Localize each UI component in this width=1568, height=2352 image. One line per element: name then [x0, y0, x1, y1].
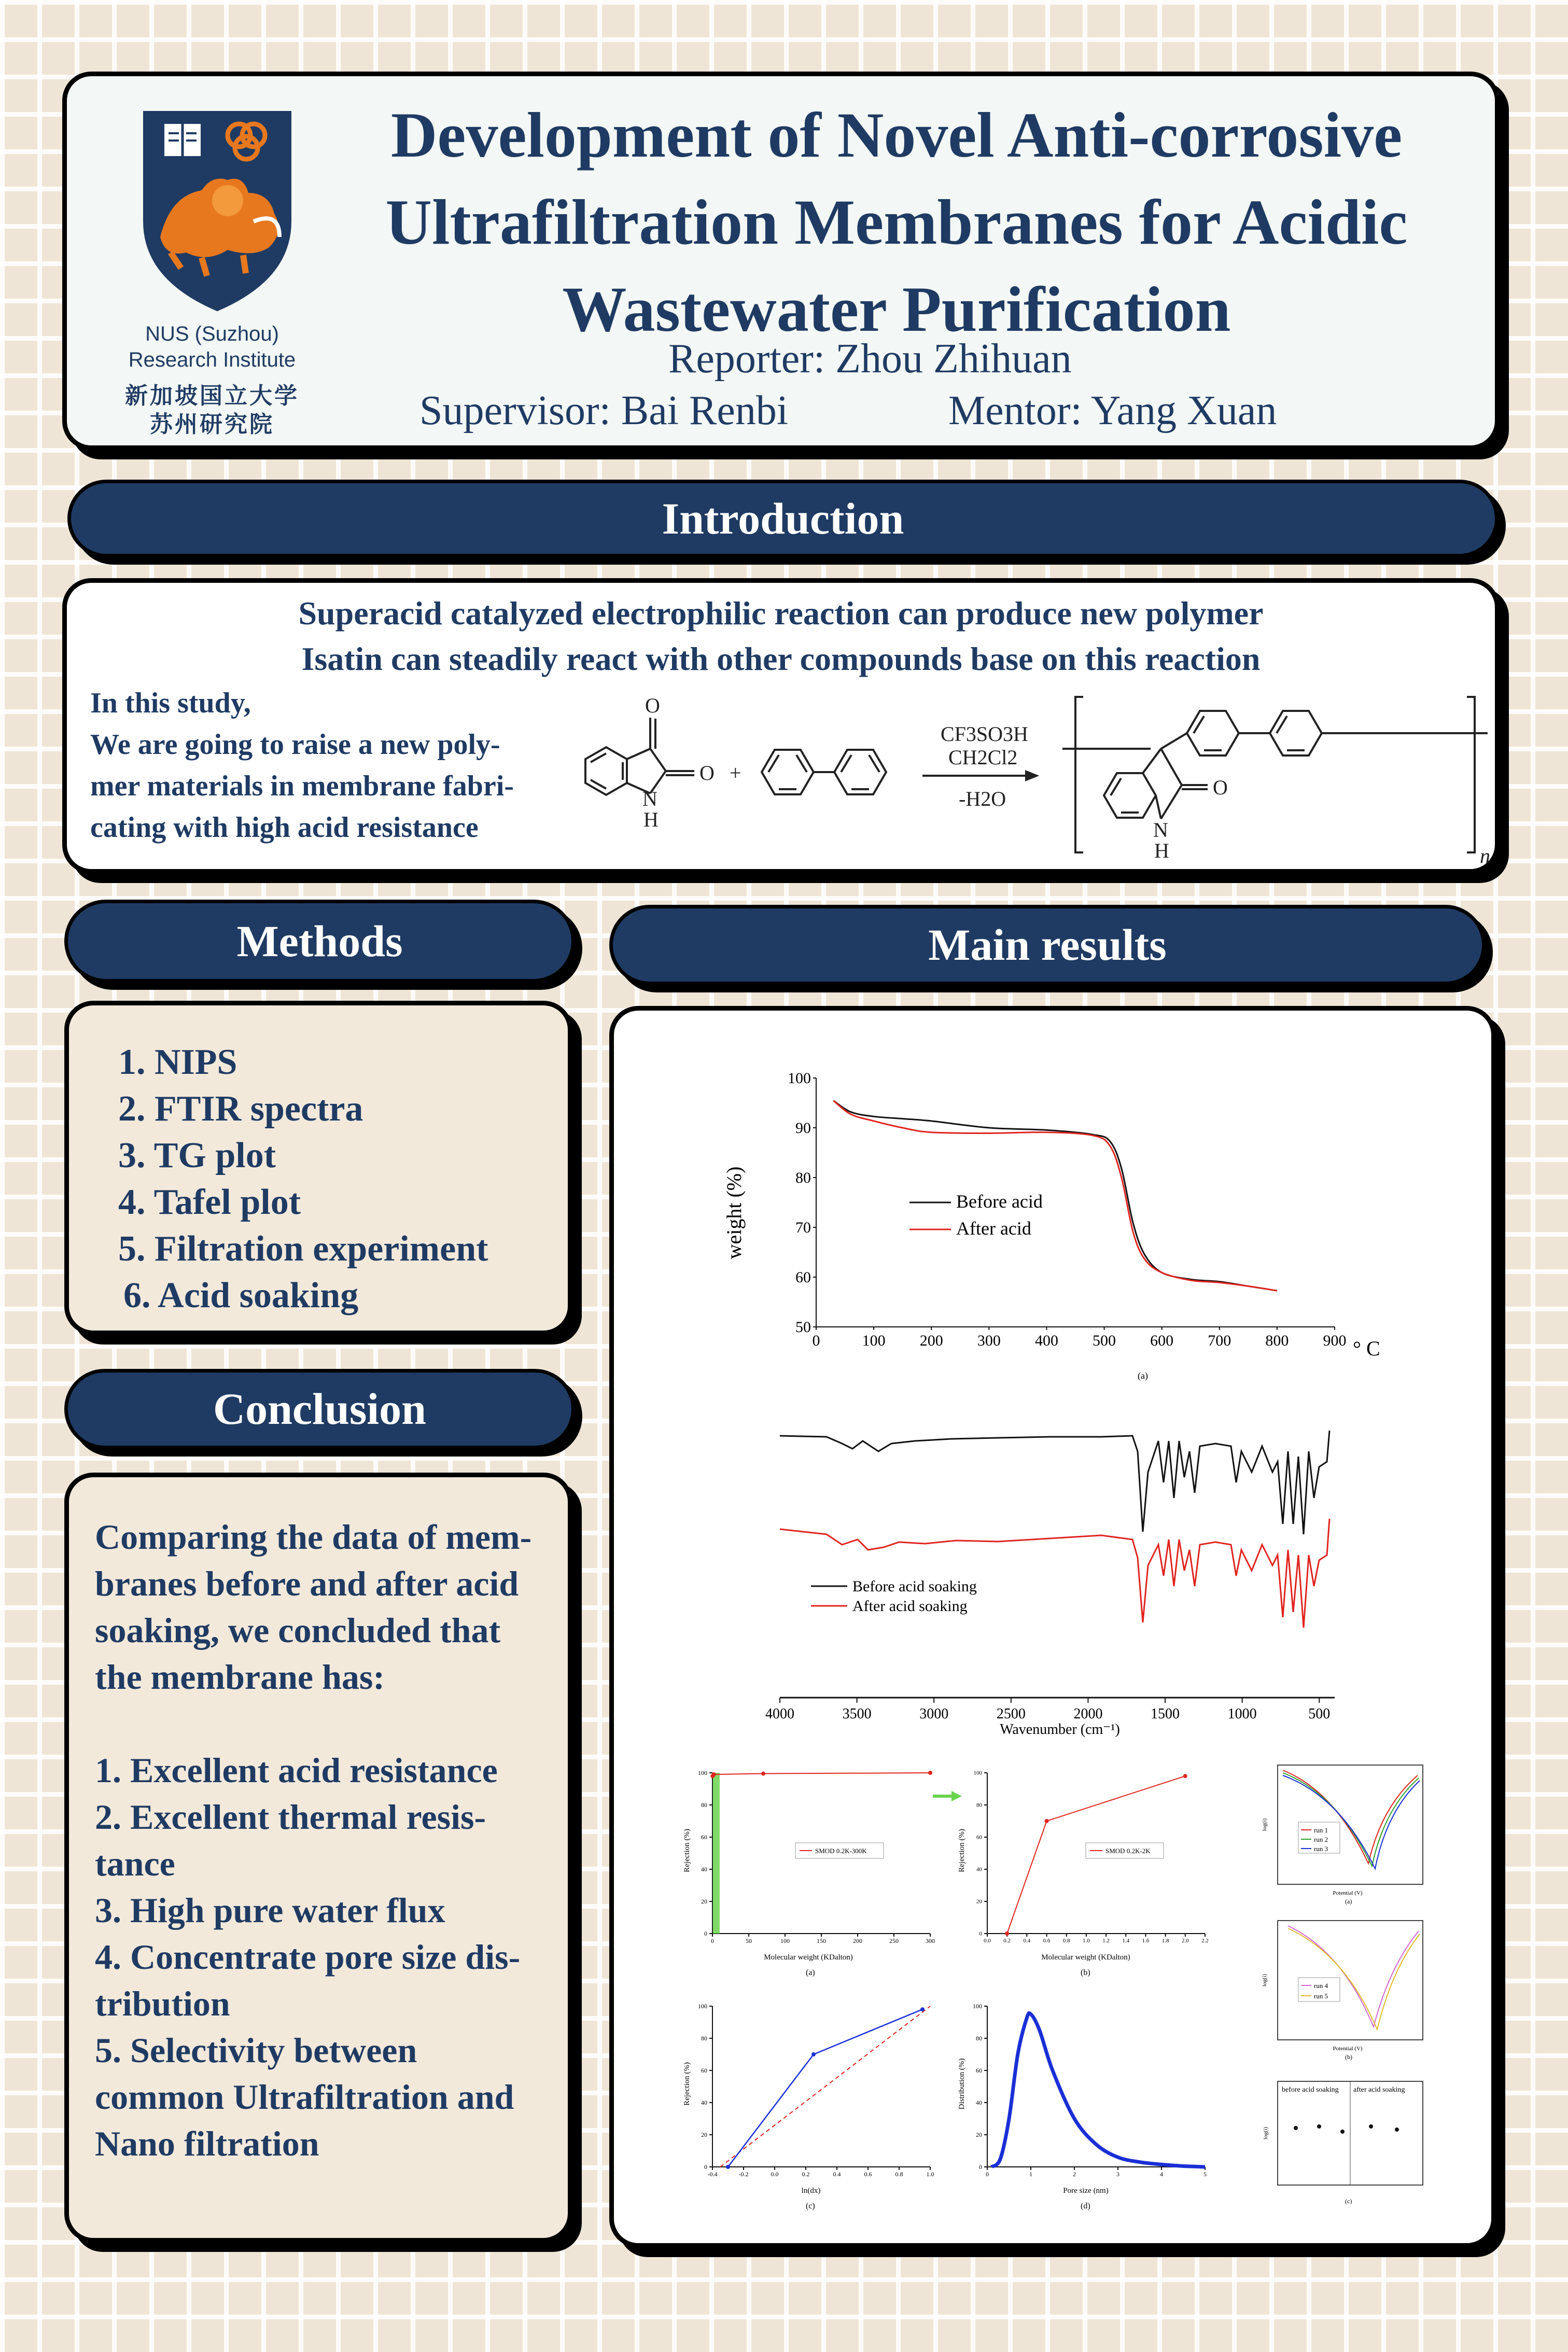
rej-b-panel: (b)	[1081, 1968, 1090, 1977]
results-heading	[609, 905, 1486, 985]
tg-x-tick-label: 200	[919, 1332, 943, 1349]
tafel-3-panel: (c)	[1345, 2197, 1352, 2205]
ln-x-tick-label: 0.2	[802, 2171, 810, 2178]
conclusion-item-line: 2. Excellent thermal resis-	[95, 1797, 486, 1837]
pore-ylabel: Distribution (%)	[958, 2058, 966, 2110]
ln-x-tick-label: 0.6	[864, 2171, 872, 2178]
rej-b-x-tick-label: 2.2	[1201, 1938, 1209, 1944]
rej-b-x-tick-label: 1.2	[1102, 1938, 1110, 1944]
ftir-before-line	[780, 1431, 1329, 1534]
rej-a-panel: (a)	[806, 1968, 815, 1977]
ln-y-tick-label: 0	[704, 2163, 707, 2171]
rej-b-x-tick-label: 1.6	[1142, 1938, 1150, 1944]
tg-after-line	[833, 1101, 1277, 1291]
method-item: 6. Acid soaking	[123, 1276, 359, 1315]
conclusion-intro-line: soaking, we concluded that	[95, 1611, 501, 1650]
pore-y-tick-label: 40	[976, 2099, 982, 2106]
ln-y-tick-label: 80	[701, 2035, 707, 2042]
tafel-run4-line	[1288, 1926, 1419, 2027]
pore-y-tick-label: 60	[976, 2067, 982, 2074]
pore-y-tick-label: 80	[976, 2035, 982, 2042]
conclusion-item-line: 3. High pure water flux	[95, 1891, 445, 1930]
reagent-top: CF3SO3H	[941, 722, 1028, 746]
header-card	[62, 72, 1500, 450]
conclusion-item-line: Nano filtration	[95, 2124, 319, 2163]
conclusion-item-line: 1. Excellent acid resistance	[95, 1751, 498, 1790]
pore-y-tick-label: 100	[973, 2003, 982, 2010]
logo-name-cn-2: 苏州研究院	[150, 412, 274, 437]
intro-line-1: Superacid catalyzed electrophilic reaction can produce new polymer	[298, 595, 1264, 632]
subscript-n: n	[1480, 844, 1490, 867]
ftir-legend-after: After acid soaking	[852, 1598, 968, 1615]
tg-y-tick-label: 70	[795, 1219, 811, 1236]
ftir-x-tick-label: 3500	[842, 1706, 872, 1722]
pore-panel: (d)	[1081, 2202, 1090, 2210]
ftir-x-tick-label: 500	[1308, 1706, 1331, 1722]
tafel-summary-point	[1294, 2126, 1298, 2130]
tg-panel-label: (a)	[1138, 1370, 1148, 1381]
conclusion-intro-line: Comparing the data of mem-	[95, 1517, 532, 1557]
tg-legend-before: Before acid	[956, 1191, 1043, 1212]
isatin-h: H	[643, 808, 659, 831]
rej-a-x-tick-label: 200	[853, 1937, 862, 1944]
ln-x-tick-label: 0.8	[895, 2171, 903, 2178]
conclusion-text	[95, 1514, 562, 2167]
tafel-plot-2	[1257, 1915, 1428, 2061]
tafel-1-panel: (a)	[1345, 1898, 1352, 1905]
ln-point	[920, 2007, 925, 2011]
conclusion-card	[64, 1473, 572, 2243]
tg-y-tick-label: 50	[795, 1319, 811, 1336]
ln-y-tick-label: 40	[701, 2099, 707, 2106]
pore-x-tick-label: 0	[986, 2171, 989, 2178]
tg-xlabel: ° C	[1353, 1337, 1380, 1360]
product-o: O	[1213, 776, 1228, 799]
tg-y-tick-label: 100	[788, 1070, 811, 1087]
rej-a-legend: SMOD 0.2K-300K	[815, 1847, 867, 1855]
rej-b-x-tick-label: 0.2	[1003, 1938, 1011, 1944]
methods-heading	[64, 900, 575, 983]
conclusion-item-line: 4. Concentrate pore size dis-	[95, 1937, 521, 1977]
rej-b-legend: SMOD 0.2K-2K	[1105, 1847, 1151, 1855]
ln-x-tick-label: -0.4	[707, 2171, 718, 2178]
methods-list	[118, 1039, 488, 1319]
logo-name-en-2: Research Institute	[128, 348, 296, 371]
reaction-scheme	[565, 676, 1488, 868]
study-line-4: cating with high acid resistance	[90, 811, 479, 844]
ln-y-tick-label: 100	[698, 2003, 707, 2010]
conclusion-heading	[64, 1369, 575, 1449]
ftir-x-tick-label: 1000	[1227, 1706, 1257, 1722]
tg-x-tick-label: 400	[1034, 1332, 1058, 1349]
conclusion-item-line: 5. Selectivity between	[95, 2031, 417, 2070]
tafel-run1: run 1	[1314, 1826, 1328, 1834]
ln-y-tick-label: 20	[701, 2131, 707, 2138]
product-n: N	[1153, 818, 1168, 842]
ln-fit-line	[720, 2006, 930, 2167]
rej-b-y-tick-label: 20	[976, 1898, 982, 1905]
ftir-x-tick-label: 2000	[1073, 1706, 1103, 1722]
rej-b-x-tick-label: 1.0	[1083, 1938, 1090, 1944]
tg-x-tick-label: 900	[1323, 1332, 1347, 1349]
method-item: 3. TG plot	[118, 1136, 276, 1175]
conclusion-item-line: tance	[95, 1844, 175, 1883]
rej-a-y-tick-label: 40	[701, 1866, 707, 1873]
rej-a-y-tick-label: 0	[704, 1930, 707, 1937]
ln-x-tick-label: 0.0	[771, 2171, 779, 2178]
rej-b-x-tick-label: 0.8	[1062, 1938, 1070, 1944]
introduction-heading-text: Introduction	[662, 494, 904, 543]
ln-point	[811, 2052, 816, 2056]
reagent-mid: CH2Cl2	[948, 746, 1018, 769]
tafel-2-ylab: log(i)	[1262, 1973, 1268, 1987]
isatin-o-top: O	[645, 694, 660, 717]
after-soak-label: after acid soaking	[1353, 2086, 1405, 2094]
tg-y-tick-label: 80	[795, 1169, 811, 1186]
conclusion-item-line: tribution	[95, 1984, 230, 2023]
tafel-summary-point	[1340, 2130, 1345, 2134]
rej-b-ylabel: Rejection (%)	[958, 1829, 966, 1872]
tg-x-tick-label: 700	[1208, 1332, 1231, 1349]
conclusion-item-line: common Ultrafiltration and	[95, 2077, 514, 2117]
reagent-bottom: -H2O	[959, 787, 1006, 810]
tg-x-tick-label: 0	[812, 1332, 820, 1349]
pore-y-tick-label: 20	[976, 2131, 982, 2138]
ln-panel: (c)	[806, 2202, 815, 2210]
rej-b-x-tick-label: 1.8	[1161, 1938, 1169, 1944]
rej-b-x-tick-label: 2.0	[1181, 1938, 1189, 1944]
tg-x-tick-label: 500	[1093, 1332, 1116, 1349]
ftir-x-tick-label: 2500	[996, 1706, 1026, 1722]
tafel-summary-point	[1317, 2124, 1321, 2129]
rej-b-y-tick-label: 100	[973, 1770, 982, 1776]
rej-b-x-tick-label: 0.0	[984, 1938, 991, 1944]
study-line-1: In this study,	[90, 687, 251, 719]
tafel-1-xlab: Potential (V)	[1333, 1890, 1363, 1896]
arrow-right-icon	[933, 1788, 964, 1804]
tg-legend-after: After acid	[956, 1218, 1031, 1239]
rej-a-y-tick-label: 100	[698, 1769, 707, 1776]
title-line-3: Wastewater Purification	[562, 274, 1231, 345]
tafel-2-xlab: Potential (V)	[1333, 2046, 1363, 2052]
rej-a-y-tick-label: 20	[701, 1898, 707, 1905]
rej-a-x-tick-label: 0	[711, 1937, 714, 1944]
rej-a-point	[761, 1772, 765, 1776]
nus-shield-icon	[124, 102, 342, 320]
ftir-legend-before: Before acid soaking	[852, 1578, 977, 1595]
pore-y-tick-label: 0	[979, 2163, 982, 2171]
ftir-x-tick-label: 4000	[765, 1706, 794, 1722]
rej-a-x-tick-label: 300	[926, 1937, 935, 1944]
logo-name-cn-1: 新加坡国立大学	[125, 383, 299, 409]
rej-b-y-tick-label: 60	[976, 1834, 982, 1841]
results-card	[609, 1006, 1496, 2248]
tg-x-tick-label: 800	[1265, 1332, 1289, 1349]
rej-a-line	[712, 1773, 930, 1776]
reporter-text: Reporter: Zhou Zhihuan	[668, 336, 1072, 382]
title-line-2: Ultrafiltration Membranes for Acidic	[385, 187, 1408, 258]
method-item: 5. Filtration experiment	[118, 1229, 488, 1269]
rej-a-x-tick-label: 100	[780, 1937, 790, 1944]
rej-b-y-tick-label: 40	[976, 1866, 982, 1873]
tg-y-tick-label: 90	[795, 1119, 811, 1137]
ftir-xlabel: Wavenumber (cm⁻¹)	[1000, 1721, 1120, 1738]
method-item: 4. Tafel plot	[118, 1182, 301, 1222]
rejection-b-chart	[951, 1757, 1221, 1980]
tg-before-line	[833, 1101, 1277, 1291]
rej-a-x-tick-label: 250	[889, 1937, 899, 1944]
isatin-o-right: O	[699, 761, 715, 785]
rej-a-y-tick-label: 80	[701, 1801, 707, 1809]
results-heading-text: Main results	[928, 920, 1167, 970]
tg-x-tick-label: 100	[862, 1332, 886, 1349]
ftir-x-tick-label: 1500	[1151, 1706, 1180, 1722]
rejection-a-chart	[676, 1757, 946, 1980]
poster-title	[326, 92, 1467, 353]
pore-x-tick-label: 2	[1073, 2171, 1076, 2178]
pore-size-chart	[951, 1991, 1221, 2214]
pore-distribution-line	[991, 2013, 1205, 2167]
rej-b-y-tick-label: 0	[979, 1930, 982, 1937]
rej-b-x-tick-label: 0.6	[1043, 1938, 1051, 1944]
plus-sign: +	[730, 761, 741, 785]
tafel-plot-1	[1257, 1760, 1428, 1905]
ln-x-tick-label: 0.4	[833, 2171, 841, 2178]
tafel-run2: run 2	[1314, 1836, 1328, 1843]
rej-b-xlabel: Molecular weight (KDalton)	[1041, 1953, 1130, 1962]
methods-heading-text: Methods	[236, 916, 403, 966]
ln-fit-chart	[676, 1991, 946, 2214]
isatin-n: N	[642, 787, 657, 810]
before-soak-label: before acid soaking	[1282, 2086, 1339, 2094]
rej-a-x-tick-label: 150	[817, 1937, 826, 1944]
conclusion-heading-text: Conclusion	[213, 1384, 427, 1434]
ln-data-line	[728, 2009, 922, 2167]
rej-a-point	[712, 1772, 716, 1776]
tg-chart	[702, 1068, 1380, 1381]
pore-x-tick-label: 4	[1160, 2171, 1163, 2178]
methods-card	[64, 1001, 572, 1335]
mentor-text: Mentor: Yang Xuan	[948, 388, 1277, 433]
rej-b-point	[1005, 1931, 1009, 1936]
ln-ylabel: Rejection (%)	[683, 2062, 691, 2106]
rej-b-x-tick-label: 1.4	[1122, 1938, 1130, 1944]
ln-point	[726, 2165, 730, 2169]
study-line-3: mer materials in membrane fabri-	[90, 770, 514, 802]
ftir-chart	[765, 1420, 1376, 1738]
rej-a-xlabel: Molecular weight (KDalton)	[764, 1953, 853, 1962]
nus-logo	[103, 102, 321, 437]
conclusion-intro-line: branes before and after acid	[95, 1564, 519, 1603]
intro-study-text	[90, 682, 557, 848]
tafel-2-panel: (b)	[1345, 2053, 1352, 2061]
introduction-card	[62, 578, 1500, 874]
ln-y-tick-label: 60	[701, 2067, 707, 2074]
method-item: 1. NIPS	[118, 1042, 237, 1082]
logo-name-en-1: NUS (Suzhou)	[145, 323, 279, 345]
tg-x-tick-label: 600	[1150, 1332, 1174, 1349]
supervisor-text: Supervisor: Bai Renbi	[419, 388, 789, 433]
pore-x-tick-label: 3	[1116, 2171, 1119, 2178]
rej-a-point	[928, 1771, 932, 1775]
study-line-2: We are going to raise a new poly-	[90, 729, 500, 761]
rej-b-y-tick-label: 80	[976, 1802, 982, 1809]
tafel-summary-point	[1369, 2124, 1373, 2129]
rej-a-x-tick-label: 50	[746, 1937, 752, 1944]
rej-a-ylabel: Rejection (%)	[683, 1829, 691, 1872]
pore-xlabel: Pore size (nm)	[1063, 2187, 1109, 2195]
rej-b-point	[1183, 1774, 1187, 1778]
pore-x-tick-label: 1	[1029, 2171, 1032, 2178]
tafel-1-ylab: log(i)	[1262, 1818, 1268, 1831]
ln-xlabel: ln(dx)	[801, 2187, 821, 2195]
rej-b-point	[1045, 1819, 1049, 1823]
tafel-run3: run 3	[1314, 1845, 1328, 1853]
ftir-x-tick-label: 3000	[919, 1706, 949, 1722]
tafel-run4: run 4	[1314, 1982, 1328, 1990]
tg-y-tick-label: 60	[795, 1269, 811, 1286]
tafel-run5: run 5	[1314, 1992, 1328, 2000]
tafel-3-ylab: log(i)	[1263, 2126, 1269, 2140]
pore-x-tick-label: 5	[1203, 2171, 1207, 2178]
tg-x-tick-label: 300	[977, 1332, 1001, 1349]
tafel-summary	[1257, 2068, 1428, 2208]
product-h: H	[1154, 839, 1169, 862]
introduction-heading	[67, 480, 1499, 557]
intro-line-2: Isatin can steadily react with other compounds base on this reaction	[301, 640, 1261, 677]
ln-x-tick-label: -0.2	[738, 2171, 749, 2178]
rej-a-highlight-band	[713, 1773, 720, 1934]
tg-ylabel: weight (%)	[722, 1166, 746, 1259]
conclusion-intro-line: the membrane has:	[95, 1657, 385, 1697]
ln-x-tick-label: 1.0	[926, 2171, 934, 2178]
tafel-summary-point	[1395, 2127, 1399, 2132]
title-line-1: Development of Novel Anti-corrosive	[390, 100, 1403, 171]
method-item: 2. FTIR spectra	[118, 1089, 363, 1129]
rej-b-x-tick-label: 0.4	[1023, 1938, 1031, 1944]
rej-a-y-tick-label: 60	[701, 1833, 707, 1841]
